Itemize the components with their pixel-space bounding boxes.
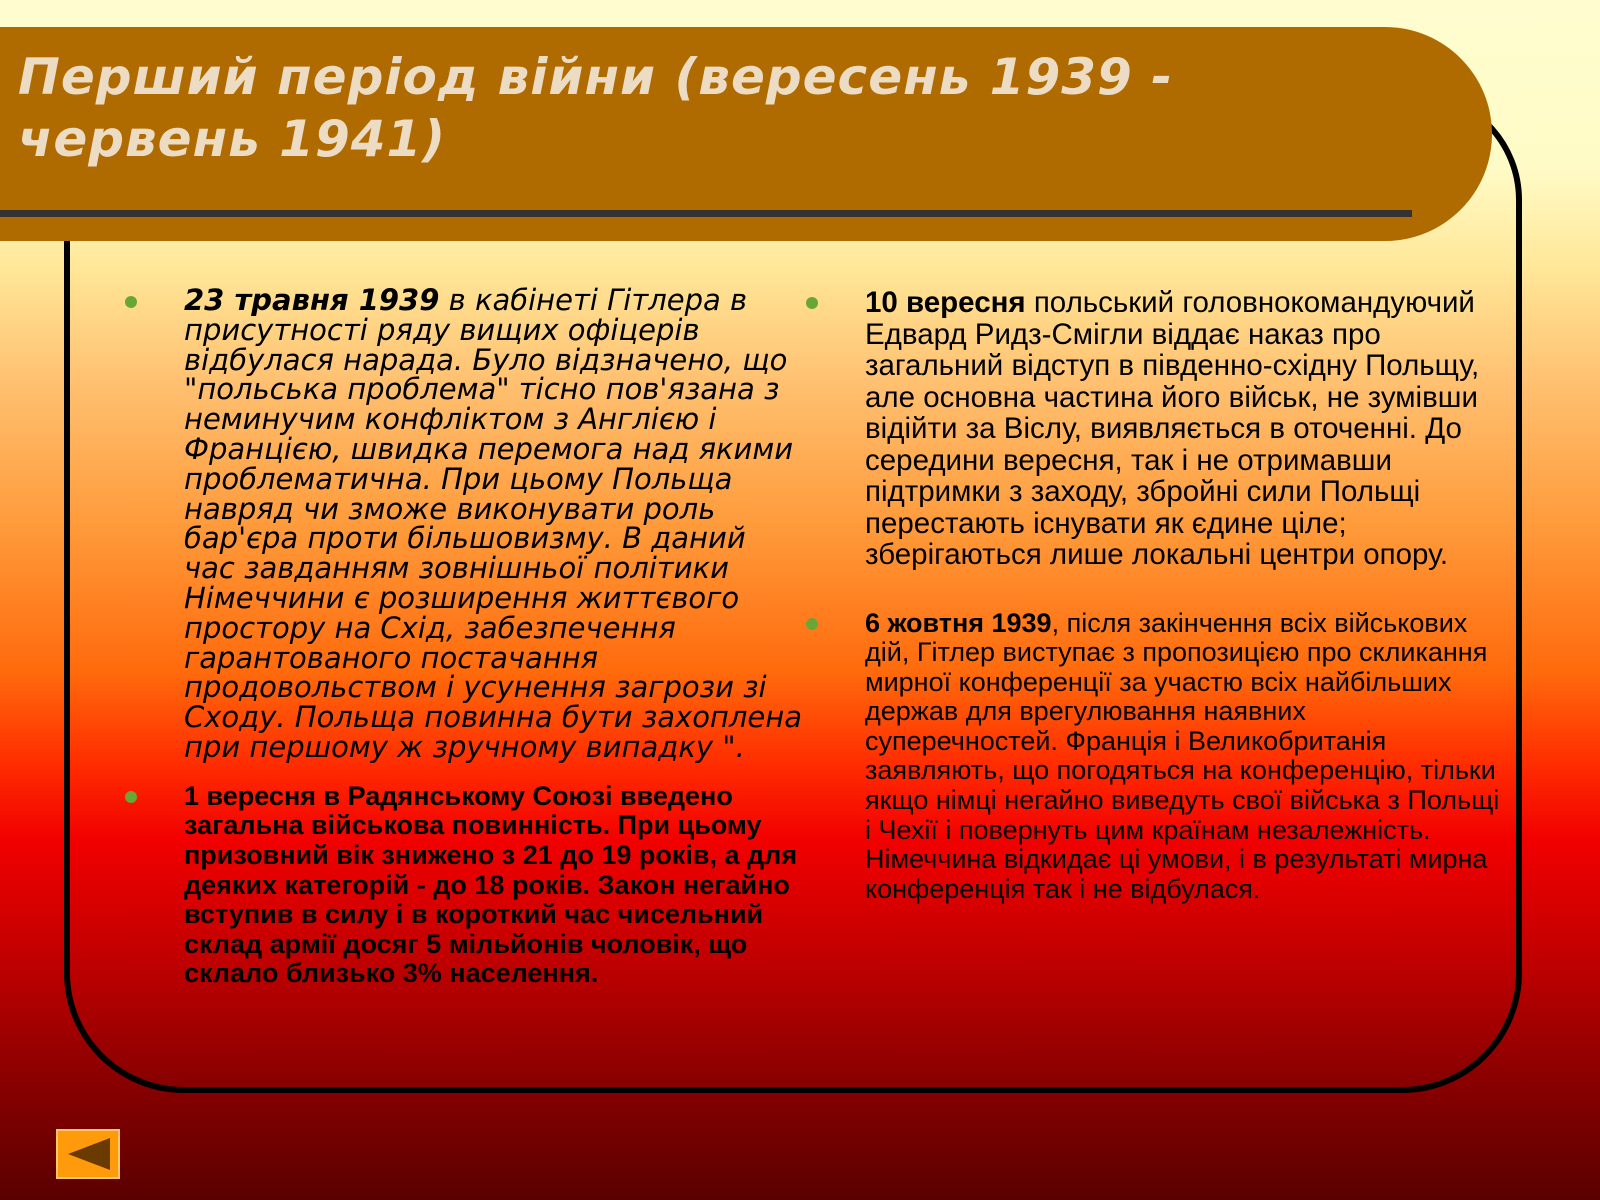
- bullet-icon: [806, 297, 818, 309]
- right-column: [803, 287, 1503, 904]
- left-column: [122, 283, 803, 989]
- list-item: [122, 283, 803, 764]
- bullet-icon: [806, 618, 818, 630]
- event-date: 6 жовтня 1939: [865, 607, 1052, 638]
- list-item: [122, 782, 802, 989]
- bullet-icon: [125, 296, 137, 308]
- event-text: польський головнокомандуючий Едвард Ридз-Смігли віддає наказ про загальний відступ в південно-східну Польщу, але основна частина його військ, не зумівши відійти за Віслу, виявляється в оточенні. До середини вересня, так і не отримавши підтримки з заходу, збройні сили Польщі перестають існувати як єдине ціле; зберігаються лише локальні центри опору.: [865, 286, 1480, 571]
- title-underline: [0, 210, 1412, 217]
- back-button[interactable]: [56, 1129, 120, 1179]
- triangle-left-icon: [64, 1137, 112, 1171]
- event-date: 10 вересня: [865, 286, 1026, 319]
- list-item: [803, 287, 1503, 571]
- bullet-icon: [125, 791, 137, 803]
- event-text: , після закінчення всіх військових дій, Гітлер виступає з пропозицією про скликання мирної конференції за участю всіх найбільших держав для врегулювання наявних суперечностей. Франція і Великобританія заявляють, що погодяться на конференцію, тільки якщо німці негайно виведуть свої війська з Польщі і Чехії і повернуть цим країнам незалежність. Німеччина відкидає ці умови, і в результаті мирна конференція так і не відбулася.: [865, 607, 1500, 904]
- event-text: в кабінеті Гітлера в присутності ряду вищих офіцерів відбулася нарада. Було відзначено, що "польська проблема" тісно пов'язана з неминучим конфліктом з Англією і Францією, швидка перемога над якими проблематична. При цьому Польща навряд чи зможе виконувати роль бар'єра проти більшовизму. В даний час завданням зовнішньої політики Німеччини є розширення життєвого простору на Схід, забезпечення гарантованого постачання продовольством і усунення загрози зі Сходу. Польща повинна бути захоплена при першому ж зручному випадку ".: [184, 283, 803, 764]
- event-text: 1 вересня в Радянському Союзі введено загальна військова повинність. При цьому призовний вік знижено з 21 до 19 років, а для деяких категорій - до 18 років. Закон негайно вступив в силу і в короткий час чисельний склад армії досяг 5 мільйонів чоловік, що склало близько 3% населення.: [184, 780, 798, 989]
- list-item: [803, 609, 1503, 905]
- event-date: 23 травня 1939: [184, 283, 440, 317]
- slide-title: Перший період війни (вересень 1939 - червень 1941): [18, 48, 1173, 168]
